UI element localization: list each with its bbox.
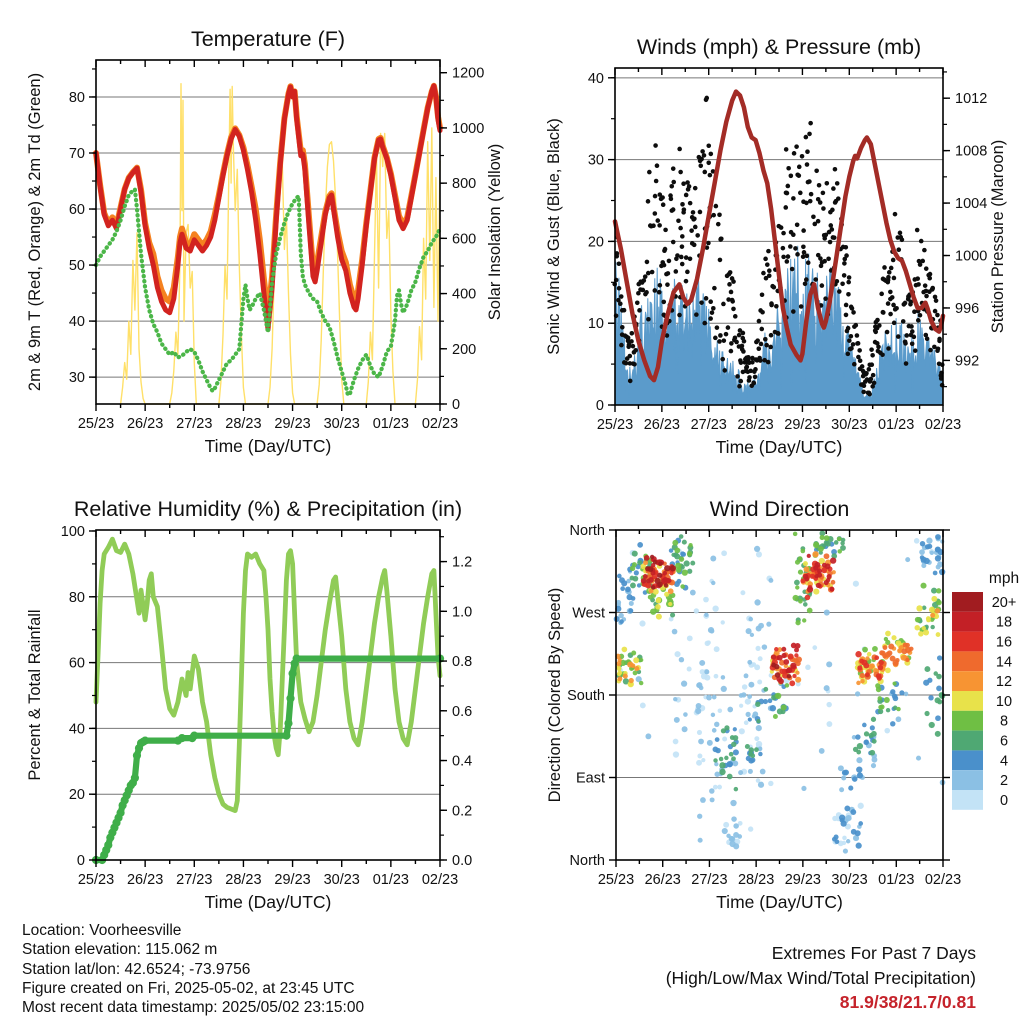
- chart-title-temperature: Temperature (F): [190, 27, 346, 51]
- svg-text:02/23: 02/23: [924, 872, 962, 888]
- svg-text:8: 8: [999, 713, 1009, 730]
- yaxis-left-label-winds-pressure: Sonic Wind & Gust (Blue, Black): [545, 118, 563, 355]
- svg-text:20+: 20+: [991, 594, 1017, 611]
- svg-text:996: 996: [955, 300, 980, 317]
- svg-text:800: 800: [452, 176, 477, 193]
- legend-swatch-10: [952, 691, 983, 711]
- svg-text:0: 0: [76, 853, 85, 869]
- legend-swatch-16: [952, 632, 983, 652]
- svg-text:28/23: 28/23: [225, 416, 262, 432]
- svg-text:29/23: 29/23: [274, 416, 311, 432]
- svg-text:80: 80: [68, 589, 85, 606]
- svg-text:28/23: 28/23: [737, 417, 774, 433]
- svg-text:70: 70: [68, 146, 85, 163]
- svg-text:0.0: 0.0: [452, 853, 473, 869]
- svg-text:400: 400: [452, 286, 477, 303]
- chart-title-winds-pressure: Winds (mph) & Pressure (mb): [636, 35, 922, 59]
- xaxis-label-winds-pressure: Time (Day/UTC): [715, 437, 843, 457]
- extremes-block: [666, 941, 976, 1015]
- yaxis-left-label-rh-precip: Percent & Total Rainfall: [26, 609, 44, 781]
- svg-text:27/23: 27/23: [176, 872, 213, 888]
- svg-text:30/23: 30/23: [831, 872, 868, 888]
- svg-text:16: 16: [995, 634, 1013, 651]
- svg-text:0: 0: [595, 398, 604, 414]
- svg-text:40: 40: [587, 70, 604, 87]
- svg-text:02/23: 02/23: [924, 417, 962, 433]
- svg-text:20: 20: [587, 234, 604, 251]
- svg-text:26/23: 26/23: [126, 872, 164, 888]
- svg-text:0.2: 0.2: [452, 803, 473, 820]
- svg-text:12: 12: [995, 674, 1013, 691]
- svg-text:01/23: 01/23: [877, 417, 915, 433]
- svg-text:02/23: 02/23: [421, 872, 459, 888]
- svg-text:02/23: 02/23: [421, 416, 459, 432]
- svg-text:30/23: 30/23: [323, 416, 360, 432]
- svg-text:30: 30: [68, 370, 85, 387]
- svg-text:27/23: 27/23: [690, 417, 727, 433]
- svg-text:25/23: 25/23: [77, 872, 115, 888]
- extremes-values: 81.9/38/21.7/0.81: [839, 992, 976, 1012]
- svg-text:30: 30: [587, 152, 604, 169]
- svg-text:1.0: 1.0: [452, 604, 473, 621]
- chart-title-rh-precip: Relative Humidity (%) & Precipitation (in): [73, 497, 463, 521]
- svg-text:South: South: [567, 688, 605, 704]
- footer-elevation: Station elevation: 115.062 m: [22, 941, 218, 959]
- xaxis-label-temperature: Time (Day/UTC): [204, 436, 332, 456]
- svg-text:0.4: 0.4: [452, 753, 473, 770]
- svg-text:1200: 1200: [452, 65, 485, 82]
- yaxis-right-label-winds-pressure: Station Pressure (Maroon): [989, 139, 1007, 334]
- svg-text:25/23: 25/23: [77, 416, 115, 432]
- svg-text:25/23: 25/23: [597, 872, 635, 888]
- svg-text:0.8: 0.8: [452, 654, 473, 671]
- footer-timestamp: Most recent data timestamp: 2025/05/02 23:15:00: [22, 999, 365, 1017]
- svg-text:2: 2: [999, 773, 1009, 790]
- svg-text:28/23: 28/23: [225, 872, 262, 888]
- svg-text:100: 100: [60, 523, 85, 540]
- yaxis-left-label-wind-direction: Direction (Colored By Speed): [546, 587, 564, 803]
- legend-swatch-2: [952, 770, 983, 790]
- station-footer: [22, 921, 364, 1017]
- svg-text:0: 0: [999, 792, 1009, 809]
- svg-text:25/23: 25/23: [596, 417, 634, 433]
- svg-text:0.6: 0.6: [452, 703, 473, 720]
- svg-text:30/23: 30/23: [323, 872, 360, 888]
- svg-text:26/23: 26/23: [644, 872, 681, 888]
- svg-text:North: North: [569, 523, 605, 539]
- legend-swatch-20+: [952, 592, 983, 612]
- yaxis-left-label-temperature: 2m & 9m T (Red, Orange) & 2m Td (Green): [26, 72, 44, 392]
- chart-rh-precip: [26, 497, 472, 912]
- footer-created: Figure created on Fri, 2025-05-02, at 23:45 UTC: [22, 979, 355, 997]
- svg-text:992: 992: [955, 353, 980, 370]
- legend-title: mph: [988, 570, 1020, 587]
- svg-text:1000: 1000: [452, 120, 485, 137]
- svg-text:0: 0: [452, 397, 461, 413]
- legend-swatch-8: [952, 711, 983, 731]
- chart-wind-direction: [546, 497, 1019, 912]
- series-total-rainfall: [92, 654, 444, 864]
- svg-text:50: 50: [68, 258, 85, 275]
- speed-legend: [952, 570, 1019, 810]
- svg-text:28/23: 28/23: [737, 872, 775, 888]
- svg-text:6: 6: [999, 733, 1009, 750]
- extremes-title: Extremes For Past 7 Days: [771, 943, 976, 963]
- svg-text:East: East: [575, 770, 605, 787]
- svg-text:20: 20: [68, 787, 85, 804]
- svg-text:29/23: 29/23: [274, 872, 311, 888]
- svg-text:200: 200: [452, 341, 477, 358]
- yaxis-right-label-temperature: Solar Insolation (Yellow): [486, 143, 504, 321]
- svg-text:1.2: 1.2: [452, 554, 473, 571]
- series-9m-temperature: [96, 86, 440, 316]
- svg-text:26/23: 26/23: [643, 417, 681, 433]
- svg-text:01/23: 01/23: [372, 872, 410, 888]
- svg-text:27/23: 27/23: [176, 416, 213, 432]
- legend-swatch-14: [952, 651, 983, 671]
- svg-text:North: North: [569, 853, 605, 869]
- legend-swatch-0: [952, 790, 983, 810]
- svg-text:10: 10: [587, 316, 604, 333]
- chart-title-wind-direction: Wind Direction: [709, 497, 850, 521]
- chart-winds-pressure: [545, 35, 1007, 457]
- footer-latlon: Station lat/lon: 42.6524; -73.9756: [22, 960, 251, 978]
- svg-text:14: 14: [995, 654, 1013, 671]
- svg-text:40: 40: [68, 314, 85, 331]
- svg-text:29/23: 29/23: [784, 872, 822, 888]
- legend-swatch-6: [952, 731, 983, 751]
- svg-text:1012: 1012: [955, 91, 988, 108]
- legend-swatch-4: [952, 750, 983, 770]
- svg-text:80: 80: [68, 89, 85, 106]
- svg-text:18: 18: [995, 614, 1013, 631]
- svg-text:1004: 1004: [955, 196, 988, 213]
- svg-text:600: 600: [452, 231, 477, 248]
- legend-swatch-18: [952, 612, 983, 632]
- svg-text:1000: 1000: [955, 248, 988, 265]
- svg-text:26/23: 26/23: [126, 416, 164, 432]
- footer-location: Location: Voorheesville: [22, 922, 182, 939]
- svg-text:40: 40: [68, 721, 85, 738]
- chart-temperature: [26, 27, 504, 456]
- svg-text:4: 4: [999, 753, 1009, 770]
- series-relative-humidity: [96, 539, 440, 810]
- svg-text:10: 10: [995, 693, 1013, 710]
- series-wind-direction-dots: [614, 530, 946, 853]
- svg-text:West: West: [572, 605, 605, 622]
- svg-text:30/23: 30/23: [831, 417, 868, 433]
- legend-swatch-12: [952, 671, 983, 691]
- svg-text:60: 60: [68, 655, 85, 672]
- xaxis-label-rh-precip: Time (Day/UTC): [204, 892, 332, 912]
- svg-text:01/23: 01/23: [878, 872, 915, 888]
- svg-text:60: 60: [68, 202, 85, 219]
- xaxis-label-wind-direction: Time (Day/UTC): [716, 892, 843, 912]
- svg-text:1008: 1008: [955, 143, 988, 160]
- extremes-subtitle: (High/Low/Max Wind/Total Precipitation): [665, 967, 976, 988]
- svg-text:27/23: 27/23: [691, 872, 728, 888]
- svg-text:29/23: 29/23: [784, 417, 821, 433]
- svg-text:01/23: 01/23: [372, 416, 410, 432]
